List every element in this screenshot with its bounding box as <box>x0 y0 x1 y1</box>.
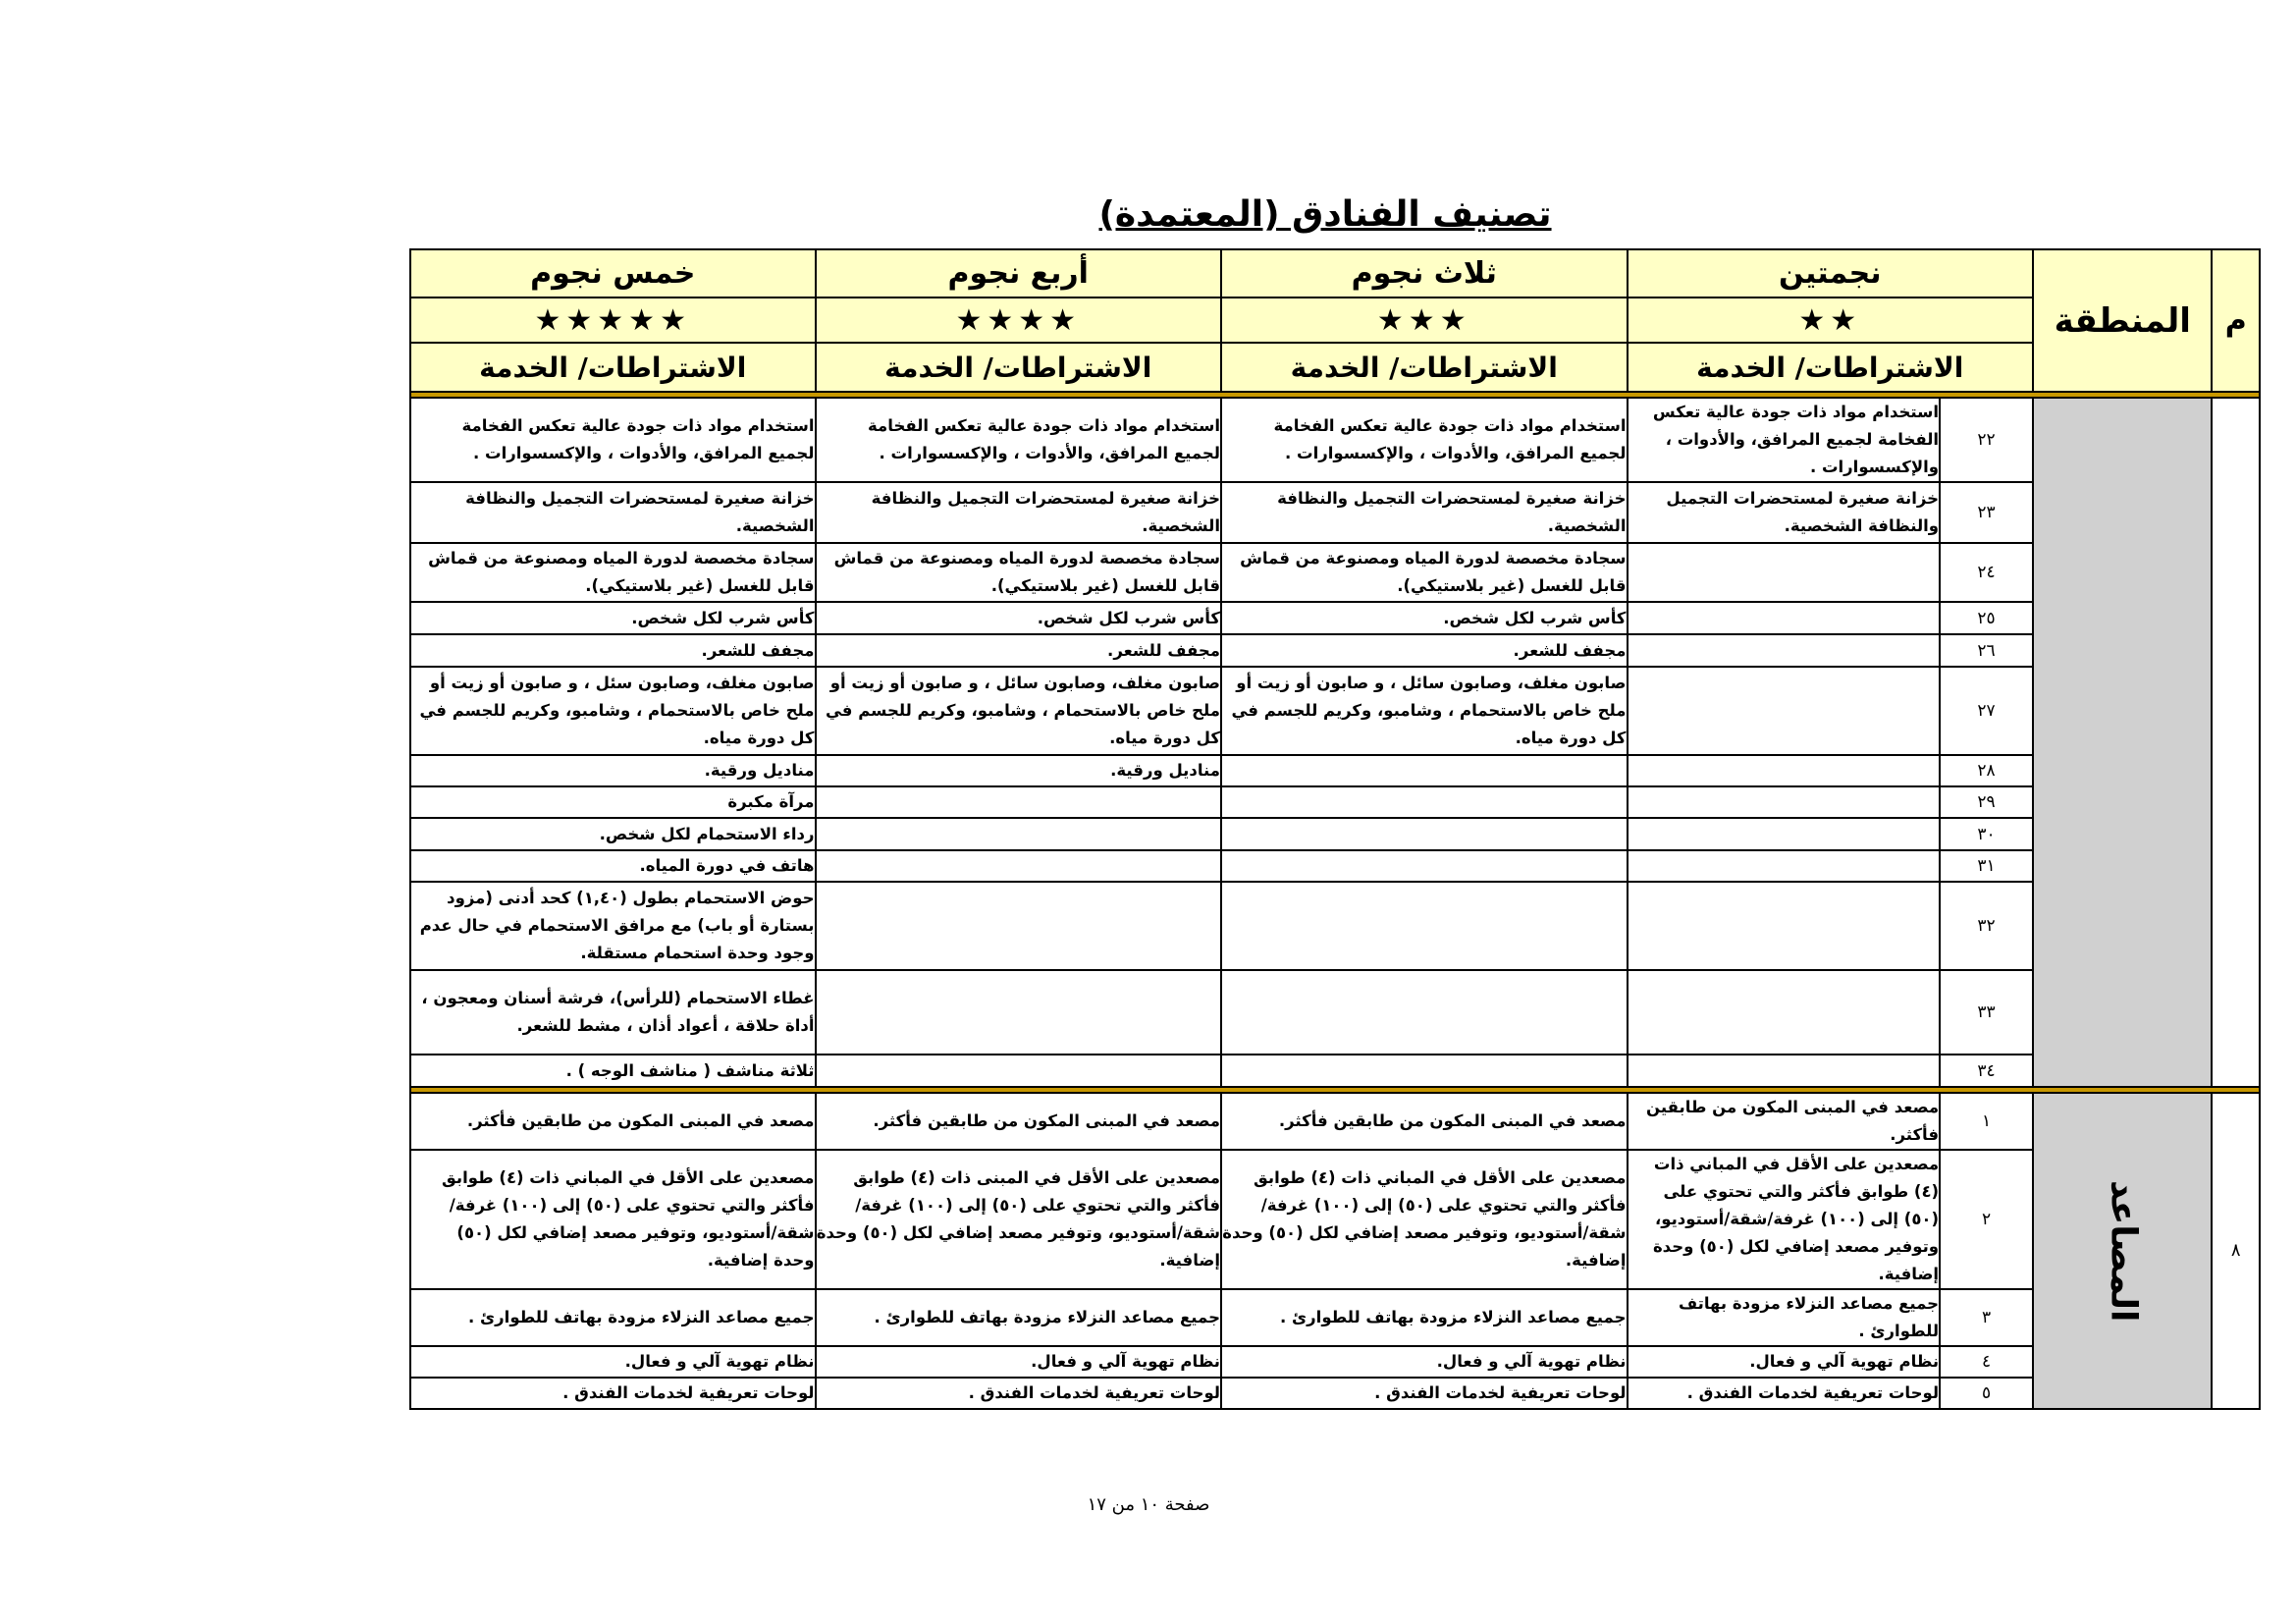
cell-two-stars: خزانة صغيرة لمستحضرات التجميل والنظافة الشخصية. <box>1628 482 1941 543</box>
service-header: الاشتراطات/ الخدمة <box>1221 343 1628 392</box>
header-row-levels <box>410 249 2260 298</box>
table-row <box>410 1378 2260 1409</box>
row-number: ٥ <box>1940 1378 2033 1409</box>
table-row <box>410 1346 2260 1378</box>
level-two-stars: نجمتين <box>1628 249 2034 298</box>
cell-three-stars: مصعدين على الأقل في المباني ذات (٤) طوابق فأكثر والتي تحتوي على (٥٠) إلى (١٠٠) غرفة/شقة/أستوديو، وتوفير مصعد إضافي لكل (٥٠) وحدة إضافية. <box>1221 1150 1628 1289</box>
cell-five-stars: لوحات تعريفية لخدمات الفندق . <box>410 1378 816 1409</box>
cell-two-stars: استخدام مواد ذات جودة عالية تعكس الفخامة لجميع المرافق، والأدوات ، والإكسسوارات . <box>1628 398 1941 482</box>
cell-two-stars <box>1628 543 1941 602</box>
row-number: ٢٥ <box>1940 602 2033 634</box>
cell-two-stars: مصعد في المبنى المكون من طابقين فأكثر. <box>1628 1093 1941 1150</box>
cell-four-stars: جميع مصاعد النزلاء مزودة بهاتف للطوارئ . <box>816 1289 1222 1346</box>
cell-three-stars <box>1221 1055 1628 1087</box>
star-icon: ★★ <box>1628 298 2034 343</box>
row-number: ٣٤ <box>1940 1055 2033 1087</box>
cell-five-stars: صابون مغلف، وصابون سئل ، و صابون أو زيت أو ملح خاص بالاستحمام ، وشامبو، وكريم للجسم في كل دورة مياه. <box>410 667 816 755</box>
cell-three-stars: صابون مغلف، وصابون سائل ، و صابون أو زيت أو ملح خاص بالاستحمام ، وشامبو، وكريم للجسم في كل دورة مياه. <box>1221 667 1628 755</box>
cell-four-stars: صابون مغلف، وصابون سائل ، و صابون أو زيت أو ملح خاص بالاستحمام ، وشامبو، وكريم للجسم في كل دورة مياه. <box>816 667 1222 755</box>
cell-five-stars: جميع مصاعد النزلاء مزودة بهاتف للطوارئ . <box>410 1289 816 1346</box>
table-row <box>410 602 2260 634</box>
cell-four-stars <box>816 882 1222 970</box>
cell-two-stars <box>1628 634 1941 667</box>
table-row <box>410 1289 2260 1346</box>
cell-four-stars: مصعد في المبنى المكون من طابقين فأكثر. <box>816 1093 1222 1150</box>
cell-five-stars: مجفف للشعر. <box>410 634 816 667</box>
row-number: ٢٧ <box>1940 667 2033 755</box>
cell-five-stars: نظام تهوية آلي و فعال. <box>410 1346 816 1378</box>
cell-four-stars: مناديل ورقية. <box>816 755 1222 786</box>
row-number: ١ <box>1940 1093 2033 1150</box>
cell-five-stars: مناديل ورقية. <box>410 755 816 786</box>
table-row <box>410 882 2260 970</box>
row-number: ٢٢ <box>1940 398 2033 482</box>
star-icon: ★★★★★ <box>410 298 816 343</box>
cell-two-stars: مصعدين على الأقل في المباني ذات (٤) طوابق فأكثر والتي تحتوي على (٥٠) إلى (١٠٠) غرفة/شقة/أستوديو، وتوفير مصعد إضافي لكل (٥٠) وحدة إضافية. <box>1628 1150 1941 1289</box>
row-number: ٢٩ <box>1940 786 2033 818</box>
cell-two-stars <box>1628 970 1941 1055</box>
table-row <box>410 634 2260 667</box>
service-header: الاشتراطات/ الخدمة <box>1628 343 2034 392</box>
table-row <box>410 667 2260 755</box>
level-five-stars: خمس نجوم <box>410 249 816 298</box>
cell-five-stars: مرآة مكبرة <box>410 786 816 818</box>
table-row <box>410 970 2260 1055</box>
cell-four-stars <box>816 850 1222 882</box>
cell-two-stars: لوحات تعريفية لخدمات الفندق . <box>1628 1378 1941 1409</box>
cell-three-stars: نظام تهوية آلي و فعال. <box>1221 1346 1628 1378</box>
cell-four-stars: مجفف للشعر. <box>816 634 1222 667</box>
row-number: ٣١ <box>1940 850 2033 882</box>
region-cell <box>2033 398 2212 1087</box>
row-number: ٢ <box>1940 1150 2033 1289</box>
cell-four-stars <box>816 818 1222 850</box>
cell-three-stars <box>1221 786 1628 818</box>
cell-two-stars: نظام تهوية آلي و فعال. <box>1628 1346 1941 1378</box>
cell-two-stars <box>1628 667 1941 755</box>
m-header: م <box>2212 249 2260 392</box>
cell-two-stars <box>1628 755 1941 786</box>
row-group-number: ٨ <box>2212 1093 2260 1409</box>
star-icon: ★★★ <box>1221 298 1628 343</box>
cell-three-stars <box>1221 970 1628 1055</box>
cell-two-stars <box>1628 602 1941 634</box>
service-header: الاشتراطات/ الخدمة <box>410 343 816 392</box>
row-group-number <box>2212 398 2260 1087</box>
cell-five-stars: ثلاثة مناشف ( مناشف الوجه ) . <box>410 1055 816 1087</box>
cell-five-stars: كأس شرب لكل شخص. <box>410 602 816 634</box>
row-number: ٣٠ <box>1940 818 2033 850</box>
cell-four-stars: نظام تهوية آلي و فعال. <box>816 1346 1222 1378</box>
row-number: ٢٦ <box>1940 634 2033 667</box>
table-row <box>410 1093 2260 1150</box>
row-number: ٢٤ <box>1940 543 2033 602</box>
cell-two-stars <box>1628 786 1941 818</box>
level-three-stars: ثلاث نجوم <box>1221 249 1628 298</box>
region-cell <box>2033 1093 2212 1409</box>
level-four-stars: أربع نجوم <box>816 249 1222 298</box>
cell-two-stars <box>1628 850 1941 882</box>
cell-three-stars: استخدام مواد ذات جودة عالية تعكس الفخامة لجميع المرافق، والأدوات ، والإكسسوارات . <box>1221 398 1628 482</box>
table-row <box>410 398 2260 482</box>
cell-three-stars <box>1221 882 1628 970</box>
cell-two-stars: جميع مصاعد النزلاء مزودة بهاتف للطوارئ . <box>1628 1289 1941 1346</box>
cell-three-stars: مصعد في المبنى المكون من طابقين فأكثر. <box>1221 1093 1628 1150</box>
cell-four-stars: مصعدين على الأقل في المبنى ذات (٤) طوابق فأكثر والتي تحتوي على (٥٠) إلى (١٠٠) غرفة/شقة/أستوديو، وتوفير مصعد إضافي لكل (٥٠) وحدة إضافية. <box>816 1150 1222 1289</box>
table-row <box>410 482 2260 543</box>
cell-three-stars: لوحات تعريفية لخدمات الفندق . <box>1221 1378 1628 1409</box>
cell-four-stars: كأس شرب لكل شخص. <box>816 602 1222 634</box>
hotel-classification-table <box>409 248 2261 1410</box>
service-header: الاشتراطات/ الخدمة <box>816 343 1222 392</box>
row-number: ٤ <box>1940 1346 2033 1378</box>
cell-two-stars <box>1628 882 1941 970</box>
cell-three-stars: مجفف للشعر. <box>1221 634 1628 667</box>
cell-three-stars: خزانة صغيرة لمستحضرات التجميل والنظافة الشخصية. <box>1221 482 1628 543</box>
cell-three-stars <box>1221 818 1628 850</box>
cell-three-stars: سجادة مخصصة لدورة المياه ومصنوعة من قماش قابل للغسل (غير بلاستيكي). <box>1221 543 1628 602</box>
cell-two-stars <box>1628 1055 1941 1087</box>
cell-two-stars <box>1628 818 1941 850</box>
cell-five-stars: سجادة مخصصة لدورة المياه ومصنوعة من قماش قابل للغسل (غير بلاستيكي). <box>410 543 816 602</box>
row-number: ٣٣ <box>1940 970 2033 1055</box>
cell-five-stars: غطاء الاستحمام (للرأس)، فرشة أسنان ومعجون ، أداة حلاقة ، أعواد أذان ، مشط للشعر. <box>410 970 816 1055</box>
page-title: تصنيف الفنادق (المعتمدة) <box>1098 194 1552 235</box>
table-row <box>410 818 2260 850</box>
page-footer: صفحة ١٠ من ١٧ <box>1087 1494 1210 1515</box>
star-icon: ★★★★ <box>816 298 1222 343</box>
row-number: ٢٨ <box>1940 755 2033 786</box>
cell-four-stars: خزانة صغيرة لمستحضرات التجميل والنظافة الشخصية. <box>816 482 1222 543</box>
cell-five-stars: خزانة صغيرة لمستحضرات التجميل والنظافة الشخصية. <box>410 482 816 543</box>
table-row <box>410 755 2260 786</box>
cell-four-stars: لوحات تعريفية لخدمات الفندق . <box>816 1378 1222 1409</box>
cell-four-stars: سجادة مخصصة لدورة المياه ومصنوعة من قماش قابل للغسل (غير بلاستيكي). <box>816 543 1222 602</box>
cell-four-stars <box>816 970 1222 1055</box>
region-label: المصاعد <box>2103 1179 2144 1323</box>
cell-four-stars <box>816 786 1222 818</box>
cell-four-stars: استخدام مواد ذات جودة عالية تعكس الفخامة لجميع المرافق، والأدوات ، والإكسسوارات . <box>816 398 1222 482</box>
cell-three-stars: كأس شرب لكل شخص. <box>1221 602 1628 634</box>
cell-five-stars: مصعد في المبنى المكون من طابقين فأكثر. <box>410 1093 816 1150</box>
cell-five-stars: استخدام مواد ذات جودة عالية تعكس الفخامة لجميع المرافق، والأدوات ، والإكسسوارات . <box>410 398 816 482</box>
table-row <box>410 850 2260 882</box>
table-row <box>410 1150 2260 1289</box>
header-row-stars <box>410 298 2260 343</box>
cell-four-stars <box>816 1055 1222 1087</box>
table-row <box>410 1055 2260 1087</box>
table-row <box>410 786 2260 818</box>
row-number: ٣٢ <box>1940 882 2033 970</box>
cell-five-stars: هاتف في دورة المياه. <box>410 850 816 882</box>
region-header: المنطقة <box>2033 249 2212 392</box>
cell-three-stars <box>1221 755 1628 786</box>
row-number: ٢٣ <box>1940 482 2033 543</box>
row-number: ٣ <box>1940 1289 2033 1346</box>
header-row-services <box>410 343 2260 392</box>
cell-five-stars: مصعدين على الأقل في المباني ذات (٤) طوابق فأكثر والتي تحتوي على (٥٠) إلى (١٠٠) غرفة/شقة/أستوديو، وتوفير مصعد إضافي لكل (٥٠) وحدة إضافية. <box>410 1150 816 1289</box>
cell-three-stars <box>1221 850 1628 882</box>
cell-three-stars: جميع مصاعد النزلاء مزودة بهاتف للطوارئ . <box>1221 1289 1628 1346</box>
cell-five-stars: رداء الاستحمام لكل شخص. <box>410 818 816 850</box>
cell-five-stars: حوض الاستحمام بطول (١,٤٠) كحد أدنى (مزود بستارة أو باب) مع مرافق الاستحمام في حال عدم وجود وحدة استحمام مستقلة. <box>410 882 816 970</box>
table-row <box>410 543 2260 602</box>
